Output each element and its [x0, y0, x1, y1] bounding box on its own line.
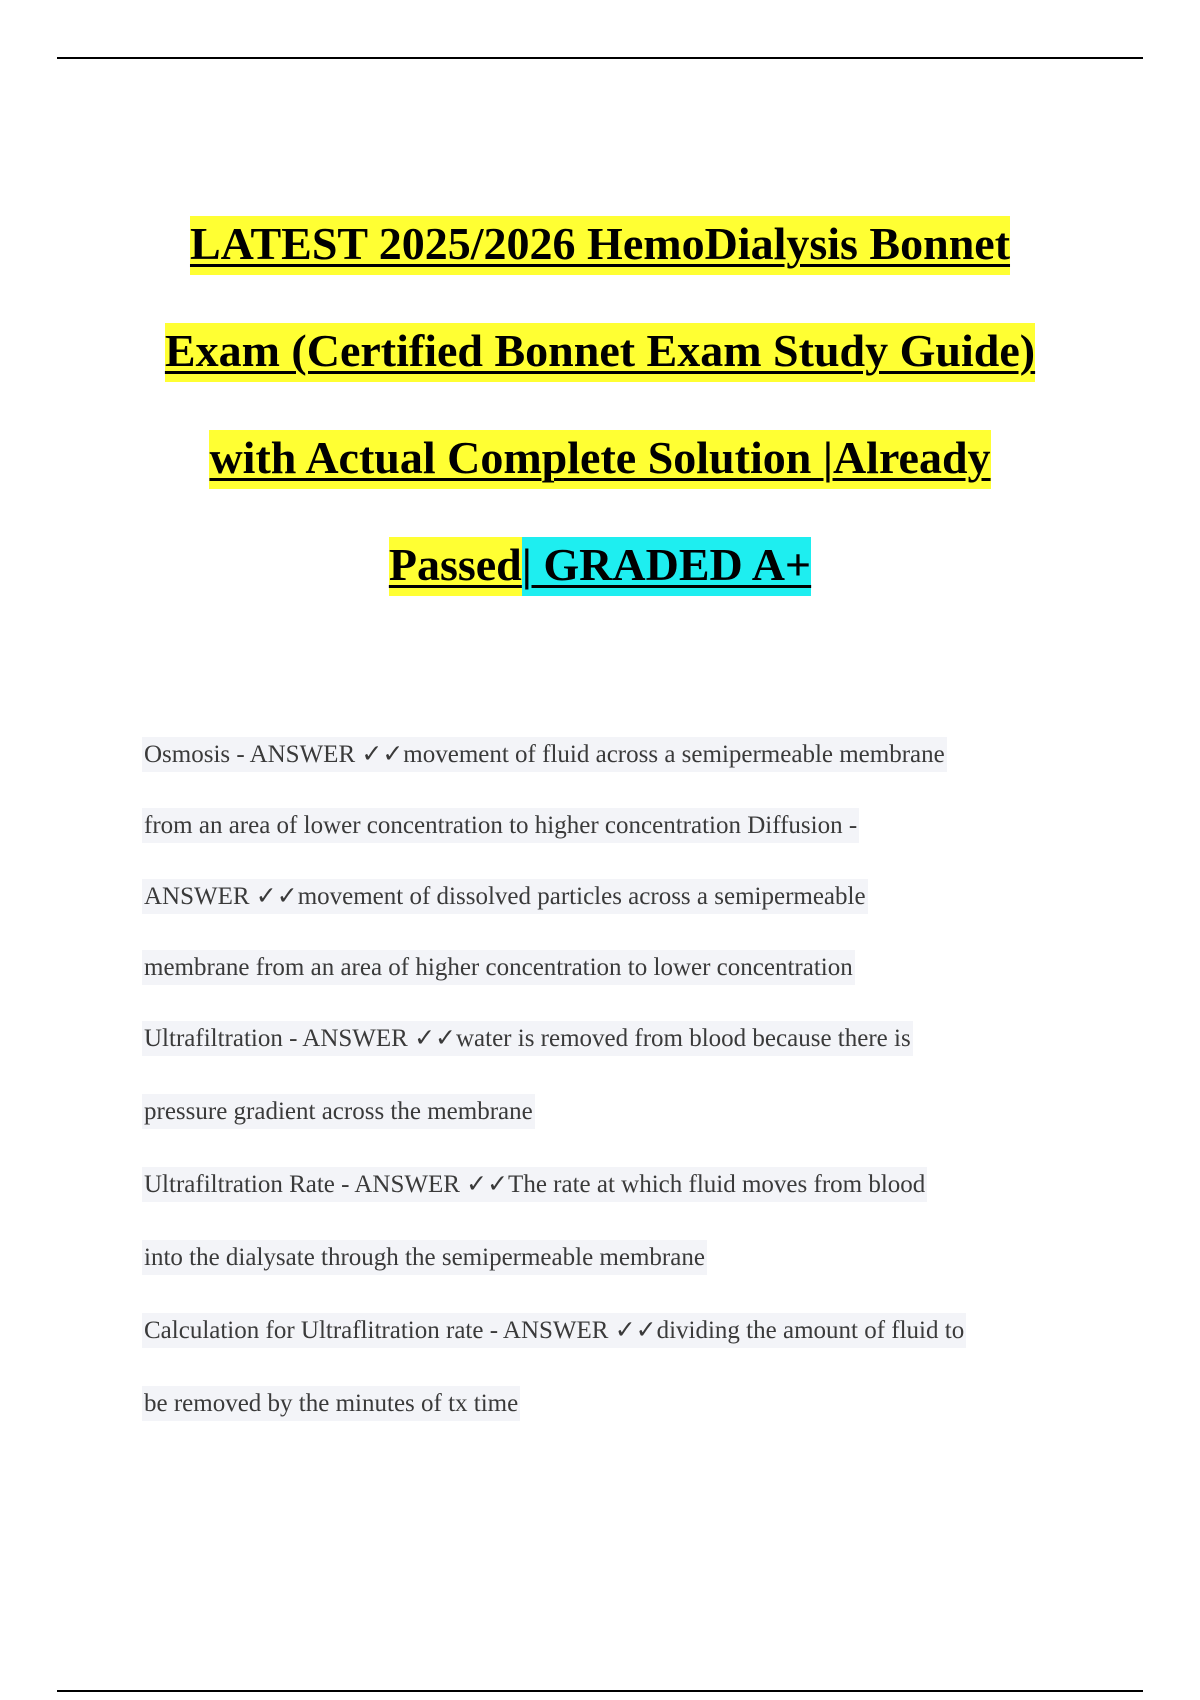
- title-graded-text: | GRADED A+: [522, 537, 811, 596]
- title-passed-text: Passed: [389, 537, 522, 596]
- body-line: [142, 730, 1082, 801]
- body-line: [142, 1233, 1082, 1306]
- body-line: [142, 801, 1082, 872]
- title-line-1: [60, 190, 1140, 297]
- body-line-text: membrane from an area of higher concentration to lower concentration: [142, 950, 855, 985]
- body-line-text: Calculation for Ultraflitration rate - ANSWER ✓✓dividing the amount of fluid to: [142, 1313, 966, 1348]
- body-line-text: Ultrafiltration Rate - ANSWER ✓✓The rate at which fluid moves from blood: [142, 1167, 927, 1202]
- body-line: [142, 1379, 1082, 1452]
- title-line-3-text: with Actual Complete Solution |Already: [209, 430, 990, 489]
- body-line: [142, 1306, 1082, 1379]
- body-line: [142, 943, 1082, 1014]
- title-line-3: [60, 404, 1140, 511]
- top-rule: [57, 57, 1143, 59]
- title-line-1-text: LATEST 2025/2026 HemoDialysis Bonnet: [190, 216, 1010, 275]
- body-line: [142, 1087, 1082, 1160]
- title-line-2: [60, 297, 1140, 404]
- bottom-rule: [57, 1690, 1143, 1692]
- qa-body: [142, 730, 1082, 1452]
- body-line-text: from an area of lower concentration to higher concentration Diffusion -: [142, 808, 859, 843]
- body-line-text: Ultrafiltration - ANSWER ✓✓water is removed from blood because there is: [142, 1021, 913, 1056]
- body-line-text: pressure gradient across the membrane: [142, 1094, 535, 1129]
- title-line-2-text: Exam (Certified Bonnet Exam Study Guide): [165, 323, 1035, 382]
- body-line: [142, 1014, 1082, 1087]
- body-line: [142, 872, 1082, 943]
- body-line-text: Osmosis - ANSWER ✓✓movement of fluid across a semipermeable membrane: [142, 737, 947, 772]
- body-line-text: ANSWER ✓✓movement of dissolved particles across a semipermeable: [142, 879, 868, 914]
- title-line-4: [60, 511, 1140, 618]
- document-title: [60, 190, 1140, 618]
- body-line: [142, 1160, 1082, 1233]
- body-line-text: into the dialysate through the semipermeable membrane: [142, 1240, 707, 1275]
- body-line-text: be removed by the minutes of tx time: [142, 1386, 520, 1421]
